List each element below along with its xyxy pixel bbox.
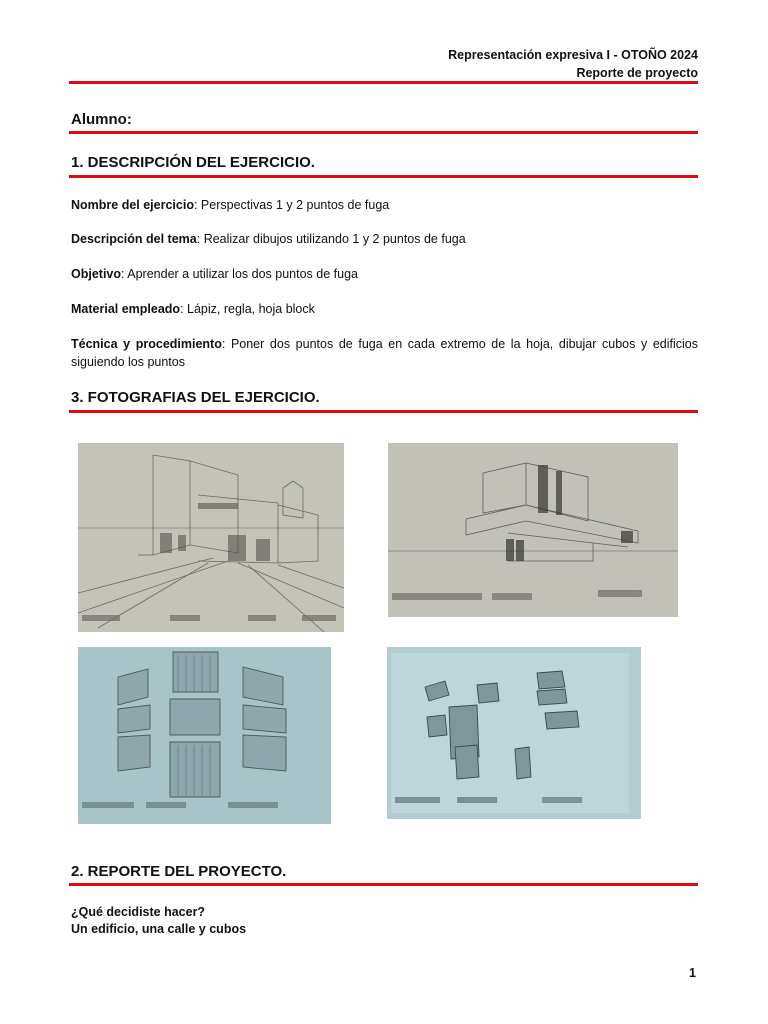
field-value: : Perspectivas 1 y 2 puntos de fuga — [193, 198, 390, 212]
field-technique — [71, 335, 698, 371]
field-label: Material empleado — [71, 302, 181, 316]
blocks-sketch-photo — [387, 647, 641, 819]
report-question: ¿Qué decidiste hacer? — [71, 905, 206, 919]
field-value: : Lápiz, regla, hoja block — [180, 302, 315, 316]
field-label: Objetivo — [71, 267, 122, 281]
report-answer: Un edificio, una calle y cubos — [71, 922, 247, 936]
section-description-title: 1. DESCRIPCIÓN DEL EJERCICIO. — [71, 154, 315, 171]
section-photos-title: 3. FOTOGRAFIAS DEL EJERCICIO. — [71, 389, 320, 406]
header-rule — [69, 81, 698, 84]
cubes-sketch-photo — [78, 647, 331, 824]
field-value: : Aprender a utilizar los dos puntos de fuga — [121, 267, 358, 281]
field-value: : Poner dos puntos de fuga en cada extremo de la hoja, dibujar cubos y edificios siguiendo los puntos — [71, 337, 698, 369]
building-sketch-photo — [388, 443, 678, 617]
field-objective — [71, 265, 698, 283]
student-rule — [69, 131, 698, 134]
building-street-sketch-photo — [78, 443, 344, 632]
document-header — [448, 46, 698, 82]
field-label: Técnica y procedimiento — [71, 337, 222, 351]
section-photos-rule — [69, 410, 698, 413]
field-label: Nombre del ejercicio — [71, 198, 194, 212]
field-value: : Realizar dibujos utilizando 1 y 2 puntos de fuga — [196, 232, 466, 246]
report-subtitle: Reporte de proyecto — [576, 66, 698, 80]
student-label: Alumno: — [71, 111, 132, 128]
field-material — [71, 300, 698, 318]
course-title: Representación expresiva I - OTOÑO 2024 — [448, 48, 698, 62]
section-description-rule — [69, 175, 698, 178]
field-exercise-name — [71, 196, 698, 214]
page-number: 1 — [689, 966, 696, 980]
section-report-title: 2. REPORTE DEL PROYECTO. — [71, 863, 287, 880]
field-topic-description — [71, 230, 698, 248]
field-label: Descripción del tema — [71, 232, 197, 246]
section-report-rule — [69, 883, 698, 886]
